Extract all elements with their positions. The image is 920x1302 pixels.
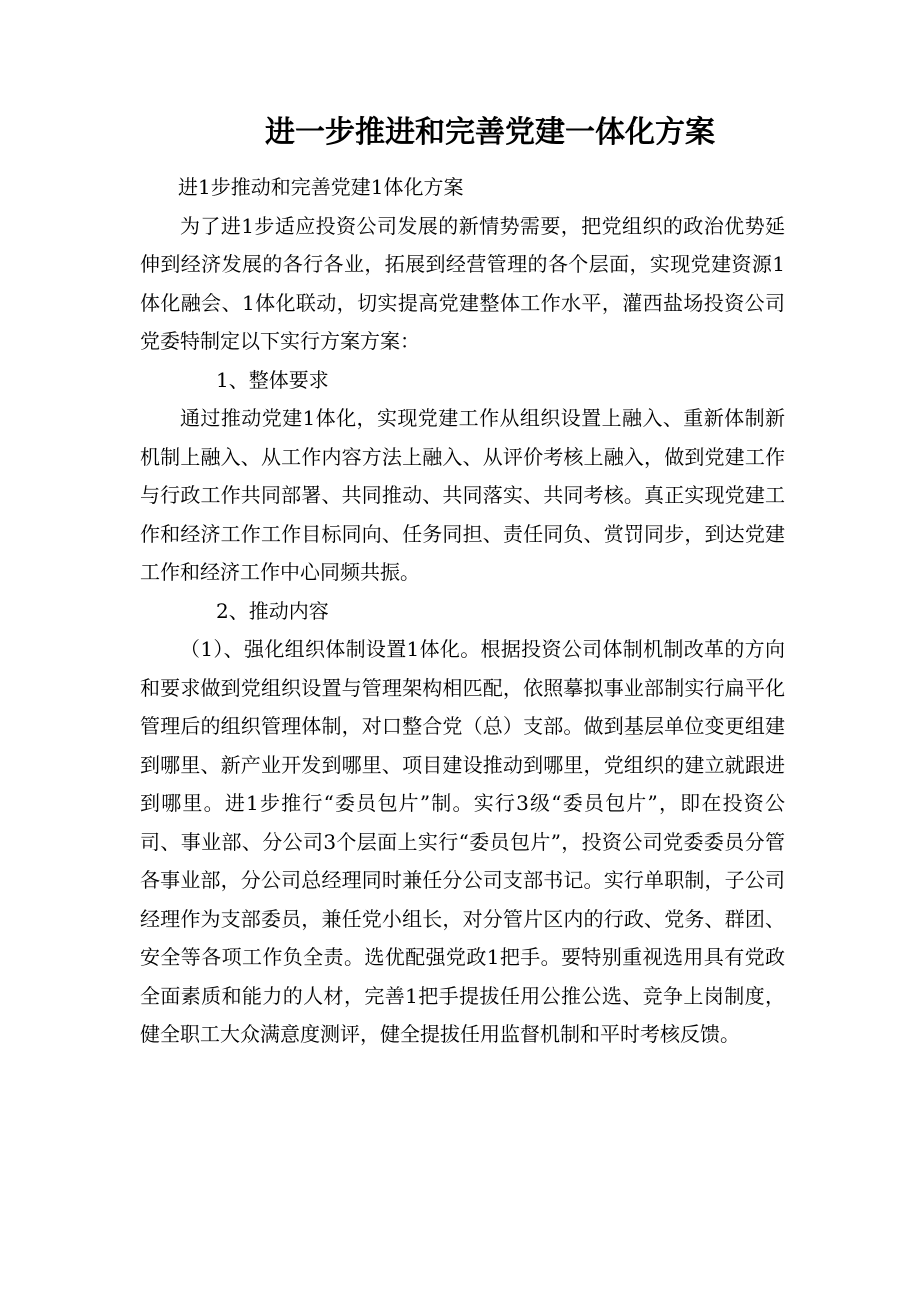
document-title: 进一步推进和完善党建一体化方案 [265, 115, 715, 150]
paragraph-overall-requirements: 通过推动党建1体化，实现党建工作从组织设置上融入、重新体制新机制上融入、从工作内容方法上融入、从评价考核上融入，做到党建工作与行政工作共同部署、共同推动、共同落实、共同考核。真正实现党建工作和经济工作工作目标同向、任务同担、责任同负、赏罚同步，到达党建工作和经济工作中心同频共振。 [140, 406, 785, 584]
paragraph-intro: 为了进1步适应投资公司发展的新情势需要，把党组织的政治优势延伸到经济发展的各行各业，拓展到经营管理的各个层面，实现党建资源1体化融会、1体化联动，切实提高党建整体工作水平，灌西盐场投资公司党委特制定以下实行方案方案： [140, 213, 785, 353]
section-heading-overall-requirements: 1、整体要求 [216, 367, 329, 392]
document-body [140, 168, 785, 1054]
section-heading-content: 2、推动内容 [216, 598, 329, 623]
paragraph-organization-system: （1）、强化组织体制设置1体化。根据投资公司体制机制改革的方向和要求做到党组织设置与管理架构相匹配，依照摹拟事业部制实行扁平化管理后的组织管理体制，对口整合党（总）支部。做到基层单位变更组建到哪里、新产业开发到哪里、项目建设推动到哪里，党组织的建立就跟进到哪里。进1步推行“委员包片”制。实行3级“委员包片”，即在投资公司、事业部、分公司3个层面上实行“委员包片”，投资公司党委委员分管各事业部，分公司总经理同时兼任分公司支部书记。实行单职制，子公司经理作为支部委员，兼任党小组长，对分管片区内的行政、党务、群团、安全等各项工作负全责。选优配强党政1把手。要特别重视选用具有党政全面素质和能力的人材，完善1把手提拔任用公推公选、竞争上岗制度，健全职工大众满意度测评，健全提拔任用监督机制和平时考核反馈。 [140, 637, 785, 1046]
document-subtitle: 进1步推动和完善党建1体化方案 [178, 175, 464, 199]
